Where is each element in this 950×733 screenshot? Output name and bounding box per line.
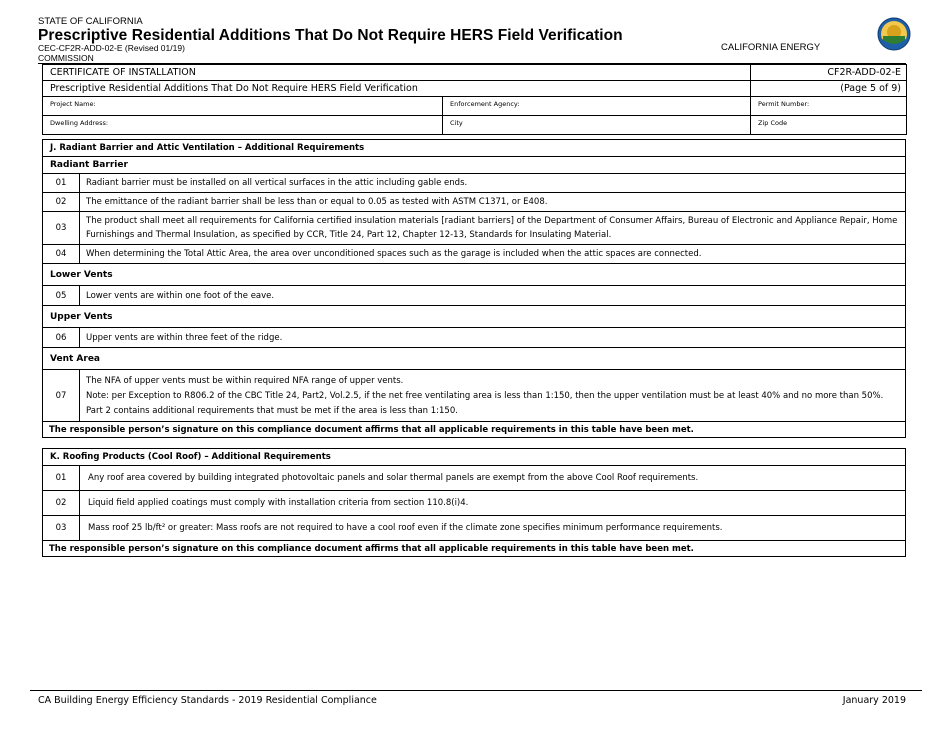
certificate-info-table xyxy=(42,64,907,135)
footer-divider xyxy=(30,690,922,691)
section-j-signature-statement: The responsible person’s signature on this compliance document affirms that all applicable requirements in this table have been met. xyxy=(43,422,906,438)
row-number: 05 xyxy=(43,286,80,306)
state-label: STATE OF CALIFORNIA xyxy=(38,16,143,27)
table-row xyxy=(43,174,906,193)
table-row xyxy=(43,370,906,422)
table-row xyxy=(43,466,906,491)
row-number: 01 xyxy=(43,174,80,193)
form-id: CEC-CF2R-ADD-02-E (Revised 01/19) xyxy=(38,43,185,53)
radiant-barrier-heading: Radiant Barrier xyxy=(43,157,906,174)
table-row xyxy=(43,193,906,212)
footer-date: January 2019 xyxy=(842,695,906,706)
page-title: Prescriptive Residential Additions That Do Not Require HERS Field Verification xyxy=(38,27,623,44)
section-j-table xyxy=(42,139,906,438)
row-text: Radiant barrier must be installed on all vertical surfaces in the attic including gable ends. xyxy=(80,174,906,193)
energy-commission-seal-icon xyxy=(877,17,911,51)
row-number: 02 xyxy=(43,491,80,516)
vent-area-heading: Vent Area xyxy=(43,348,906,370)
table-row xyxy=(43,212,906,245)
section-k-title: K. Roofing Products (Cool Roof) – Additional Requirements xyxy=(43,449,906,466)
enforcement-agency-field[interactable]: Enforcement Agency: xyxy=(443,97,751,116)
row-text: Mass roof 25 lb/ft² or greater: Mass roofs are not required to have a cool roof even if the climate zone specifies minimum performance requirements. xyxy=(80,516,906,541)
table-row xyxy=(43,491,906,516)
upper-vents-heading: Upper Vents xyxy=(43,306,906,328)
dwelling-address-field[interactable]: Dwelling Address: xyxy=(43,116,443,135)
row-number: 03 xyxy=(43,212,80,245)
footer-standards: CA Building Energy Efficiency Standards - 2019 Residential Compliance xyxy=(38,695,377,706)
agency-line-1: CALIFORNIA ENERGY xyxy=(721,42,821,53)
lower-vents-heading: Lower Vents xyxy=(43,264,906,286)
table-row xyxy=(43,516,906,541)
zip-code-field[interactable]: Zip Code xyxy=(751,116,907,135)
agency-line-2: COMMISSION xyxy=(38,53,94,63)
section-j-title: J. Radiant Barrier and Attic Ventilation – Additional Requirements xyxy=(43,140,906,157)
section-k-signature-statement: The responsible person’s signature on this compliance document affirms that all applicable requirements in this table have been met. xyxy=(43,541,906,557)
row-text: Upper vents are within three feet of the ridge. xyxy=(80,328,906,348)
row-text: When determining the Total Attic Area, the area over unconditioned spaces such as the garage is included when the attic spaces are connected. xyxy=(80,245,906,264)
table-row xyxy=(43,245,906,264)
page-number: (Page 5 of 9) xyxy=(751,81,907,97)
row-text: The product shall meet all requirements for California certified insulation materials [radiant barriers] of the Department of Consumer Affairs, Bureau of Electronic and Appliance Repair, Home Furnishings and Thermal Insulation, as specified by CCR, Title 24, Part 12, Chapter 12-13, Standards for Insulating Material. xyxy=(80,212,906,245)
row-number: 07 xyxy=(43,370,80,422)
table-row xyxy=(43,286,906,306)
row-number: 01 xyxy=(43,466,80,491)
row-number: 04 xyxy=(43,245,80,264)
vent-area-note: Note: per Exception to R806.2 of the CBC Title 24, Part2, Vol.2.5, if the net free ventilating area is less than 1:150, then the upper ventilation must be at least 40% and no more than 50%. Part 2 contains additional requirements that must be met if the area is less than 1:150. xyxy=(86,391,884,416)
row-text: Lower vents are within one foot of the eave. xyxy=(80,286,906,306)
row-text: Liquid field applied coatings must comply with installation criteria from section 110.8(i)4. xyxy=(80,491,906,516)
section-k-table xyxy=(42,448,906,557)
row-number: 03 xyxy=(43,516,80,541)
city-field[interactable]: City xyxy=(443,116,751,135)
vent-area-line-1: The NFA of upper vents must be within required NFA range of upper vents. xyxy=(86,376,404,386)
row-text: Any roof area covered by building integrated photovoltaic panels and solar thermal panels are exempt from the above Cool Roof requirements. xyxy=(80,466,906,491)
row-number: 06 xyxy=(43,328,80,348)
table-row xyxy=(43,328,906,348)
permit-number-field[interactable]: Permit Number: xyxy=(751,97,907,116)
form-code: CF2R-ADD-02-E xyxy=(751,65,907,81)
project-name-field[interactable]: Project Name: xyxy=(43,97,443,116)
row-number: 02 xyxy=(43,193,80,212)
row-text: The emittance of the radiant barrier shall be less than or equal to 0.05 as tested with ASTM C1371, or E408. xyxy=(80,193,906,212)
form-subtitle: Prescriptive Residential Additions That Do Not Require HERS Field Verification xyxy=(43,81,751,97)
row-text xyxy=(80,370,906,422)
certificate-label: CERTIFICATE OF INSTALLATION xyxy=(43,65,751,81)
